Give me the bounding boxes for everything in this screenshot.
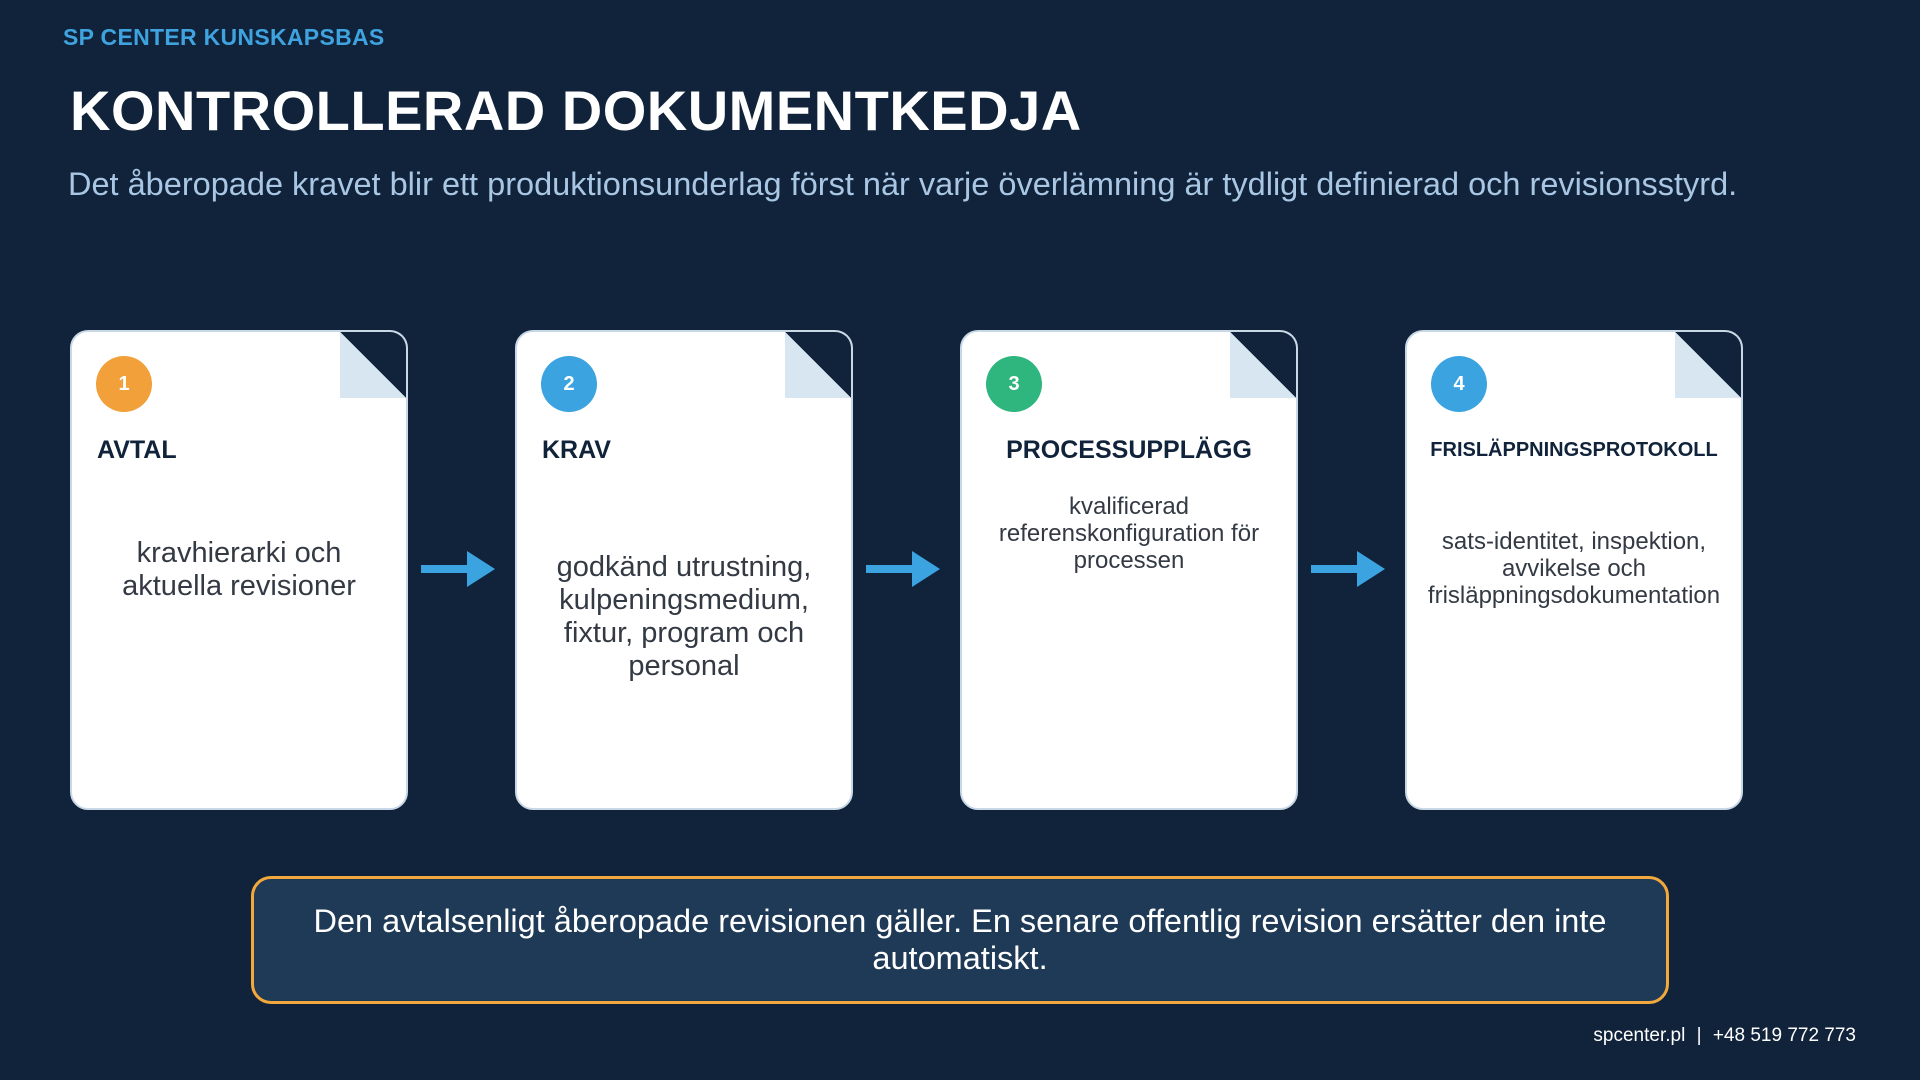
page-fold-icon	[785, 332, 851, 398]
brand-label: SP CENTER KUNSKAPSBAS	[63, 24, 385, 50]
step-title: FRISLÄPPNINGSPROTOKOLL	[1430, 439, 1718, 461]
step-card-fríslappningsprotokoll	[1405, 330, 1743, 810]
footer-separator: |	[1696, 1025, 1702, 1046]
step-number-badge: 3	[986, 356, 1042, 412]
arrow-right-icon	[866, 551, 940, 587]
step-card-krav	[515, 330, 853, 810]
footer-website: spcenter.pl	[1593, 1025, 1686, 1046]
arrow-right-icon	[1311, 551, 1385, 587]
page-fold-icon	[1230, 332, 1296, 398]
step-card-avtal	[70, 330, 408, 810]
step-description: kravhierarki och aktuella revisioner	[122, 537, 356, 602]
page-subtitle: Det åberopade kravet blir ett produktionsunderlag först när varje överlämning är tydligt definierad och revisionsstyrd.	[68, 166, 1738, 202]
step-description: godkänd utrustning, kulpeningsmedium, fixtur, program och personal	[556, 551, 812, 682]
step-title: PROCESSUPPLÄGG	[1006, 436, 1252, 464]
page-fold-icon	[1675, 332, 1741, 398]
step-title: KRAV	[542, 436, 611, 464]
footer-contact	[1593, 1025, 1856, 1047]
step-card-processupplagg	[960, 330, 1298, 810]
revision-note: Den avtalsenligt åberopade revisionen gäller. En senare offentlig revision ersätter den inte automatiskt.	[251, 876, 1669, 1004]
footer-phone: +48 519 772 773	[1712, 1025, 1856, 1046]
step-number-badge: 1	[96, 356, 152, 412]
arrow-right-icon	[421, 551, 495, 587]
page-title: KONTROLLERAD DOKUMENTKEDJA	[70, 79, 1082, 142]
page-fold-icon	[340, 332, 406, 398]
step-number-badge: 4	[1431, 356, 1487, 412]
step-description: sats-identitet, inspektion, avvikelse och frisläppningsdokumentation	[1427, 528, 1721, 609]
step-title: AVTAL	[97, 436, 177, 464]
step-description: kvalificerad referenskonfiguration för processen	[998, 493, 1260, 574]
step-number-badge: 2	[541, 356, 597, 412]
